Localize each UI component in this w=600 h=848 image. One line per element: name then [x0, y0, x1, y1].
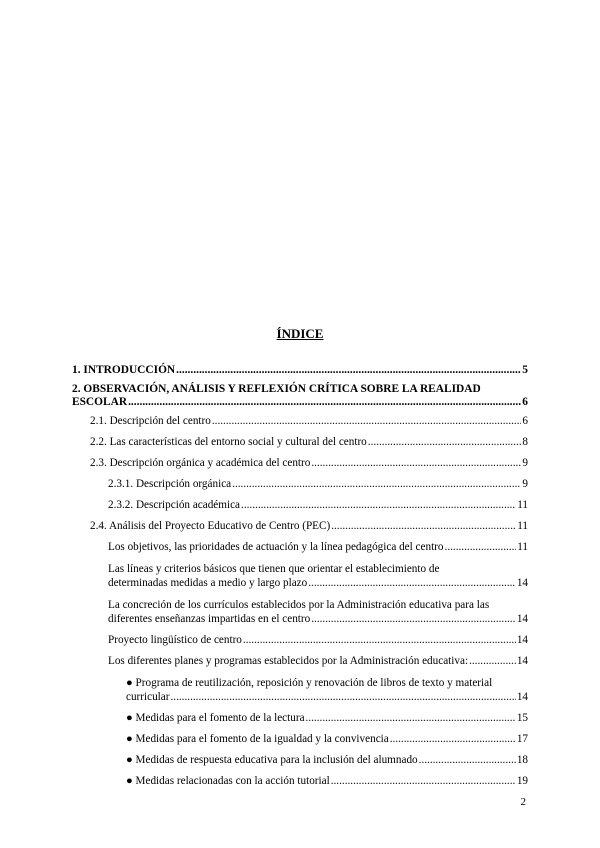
page-number: 2	[520, 796, 526, 808]
toc-leader	[241, 499, 516, 512]
toc-entry[interactable]	[90, 457, 528, 470]
toc-entry-page: 5	[522, 364, 528, 376]
toc-leader	[311, 613, 516, 626]
toc-entry-label: La concreción de los currículos establecidos por la Administración educativa para las	[108, 599, 490, 611]
toc-entry-label: ● Programa de reutilización, reposición y renovación de libros de texto y material	[126, 677, 493, 689]
toc-entry-page: 9	[522, 457, 528, 469]
toc-entry-page: 6	[522, 396, 528, 408]
toc-leader	[308, 577, 516, 590]
toc-entry[interactable]	[108, 541, 528, 554]
table-of-contents	[72, 360, 528, 788]
toc-leader	[331, 520, 516, 533]
toc-entry-label: Proyecto lingüístico de centro	[108, 634, 242, 646]
toc-entry-label: ● Medidas relacionadas con la acción tutorial	[126, 775, 330, 787]
toc-entry-label-cont: ESCOLAR	[72, 396, 128, 408]
toc-title: ÍNDICE	[276, 326, 324, 341]
toc-leader	[390, 733, 516, 746]
toc-entry[interactable]	[126, 676, 528, 704]
toc-leader	[419, 754, 516, 767]
toc-entry[interactable]	[72, 364, 528, 377]
toc-entry-page: 6	[522, 415, 528, 427]
toc-entry-page: 18	[516, 754, 528, 766]
toc-entry-label: 2.3.2. Descripción académica	[108, 499, 241, 511]
toc-entry[interactable]	[108, 634, 528, 647]
toc-entry-label: 2.4. Análisis del Proyecto Educativo de Centro (PEC)	[90, 520, 331, 532]
toc-entry-label: ● Medidas para el fomento de la igualdad y la convivencia	[126, 733, 389, 745]
toc-entry[interactable]	[90, 436, 528, 449]
toc-entry-page: 19	[516, 775, 528, 787]
toc-leader	[170, 691, 515, 704]
toc-entry-page: 14	[516, 634, 528, 646]
toc-entry[interactable]	[90, 415, 528, 428]
toc-entry[interactable]	[72, 383, 528, 409]
toc-entry-label: Las líneas y criterios básicos que tienen que orientar el establecimiento de	[108, 563, 440, 575]
toc-entry-page: 11	[517, 541, 528, 553]
toc-entry-label: 2.3. Descripción orgánica y académica del centro	[90, 457, 311, 469]
toc-entry[interactable]	[108, 499, 528, 512]
toc-entry[interactable]	[108, 562, 528, 590]
toc-entry-page: 17	[516, 733, 528, 745]
toc-leader	[176, 364, 521, 377]
toc-entry[interactable]	[108, 598, 528, 626]
toc-entry-label-cont: determinadas medidas a medio y largo plazo	[108, 577, 308, 589]
toc-leader	[331, 775, 516, 788]
toc-leader	[212, 415, 522, 428]
toc-entry-label: 1. INTRODUCCIÓN	[72, 364, 176, 376]
toc-entry-page: 11	[517, 520, 528, 532]
toc-entry-label: 2. OBSERVACIÓN, ANÁLISIS Y REFLEXIÓN CRÍTICA SOBRE LA REALIDAD	[72, 383, 481, 395]
toc-entry[interactable]	[126, 733, 528, 746]
toc-entry-label-cont: diferentes enseñanzas impartidas en el centro	[108, 613, 311, 625]
toc-entry[interactable]	[108, 478, 528, 491]
toc-entry-label: Los diferentes planes y programas establecidos por la Administración educativa:	[108, 655, 469, 667]
toc-entry[interactable]	[108, 655, 528, 668]
toc-leader	[368, 436, 522, 449]
toc-entry-label: ● Medidas para el fomento de la lectura	[126, 712, 305, 724]
toc-entry[interactable]	[126, 775, 528, 788]
toc-entry-page: 9	[522, 478, 528, 490]
toc-entry-label: ● Medidas de respuesta educativa para la inclusión del alumnado	[126, 754, 418, 766]
toc-entry-label: 2.1. Descripción del centro	[90, 415, 211, 427]
toc-entry-page: 14	[516, 691, 528, 703]
toc-entry[interactable]	[126, 754, 528, 767]
toc-leader	[243, 634, 516, 647]
toc-entry-page: 15	[516, 712, 528, 724]
toc-entry-page: 11	[517, 499, 528, 511]
toc-entry[interactable]	[126, 712, 528, 725]
toc-leader	[128, 396, 521, 409]
toc-leader	[306, 712, 516, 725]
toc-entry-page: 14	[516, 577, 528, 589]
toc-entry-page: 14	[516, 613, 528, 625]
toc-entry[interactable]	[90, 520, 528, 533]
toc-entry-label: 2.2. Las características del entorno social y cultural del centro	[90, 436, 367, 448]
toc-entry-label-cont: curricular	[126, 691, 170, 703]
toc-entry-page: 8	[522, 436, 528, 448]
toc-entry-label: Los objetivos, las prioridades de actuación y la línea pedagógica del centro	[108, 541, 444, 553]
toc-leader	[469, 655, 516, 668]
toc-leader	[311, 457, 521, 470]
toc-leader	[232, 478, 521, 491]
toc-entry-label: 2.3.1. Descripción orgánica	[108, 478, 232, 490]
toc-entry-page: 14	[516, 655, 528, 667]
toc-leader	[445, 541, 517, 554]
